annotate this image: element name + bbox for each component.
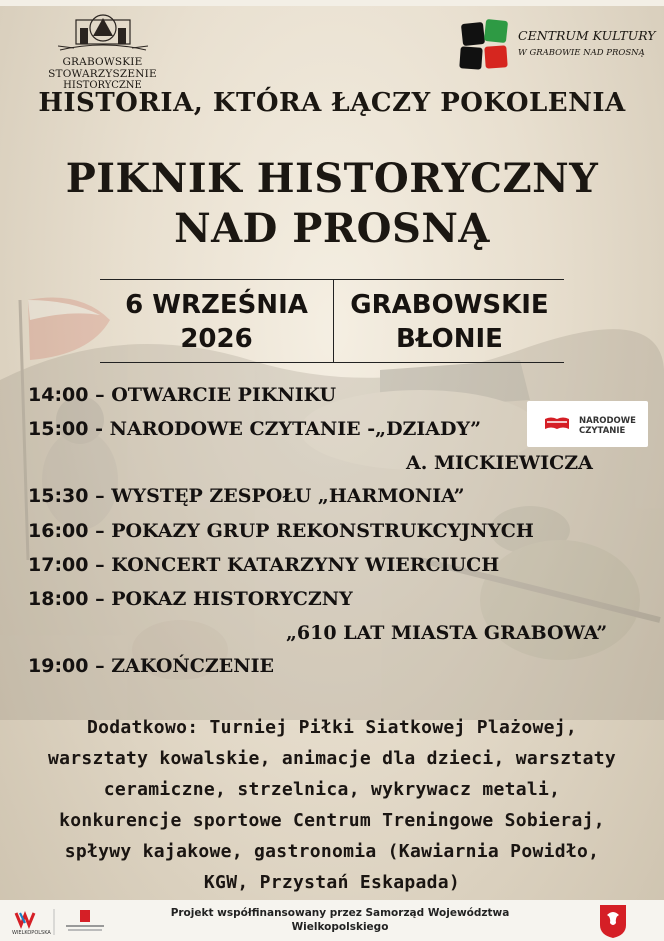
date-place-box — [100, 279, 564, 363]
date-line1: 6 WRZEŚNIA — [125, 290, 308, 320]
narodowe-czytanie-badge — [527, 401, 648, 447]
schedule-time: 16:00 — [28, 520, 89, 542]
schedule-text: – POKAZY GRUP REKONSTRUKCYJNYCH — [88, 520, 534, 542]
funding-note — [120, 906, 560, 934]
castle-emblem-icon — [58, 10, 148, 54]
schedule-item — [28, 485, 465, 507]
schedule-text: – POKAZ HISTORYCZNY — [88, 588, 353, 610]
schedule-item — [28, 554, 499, 576]
schedule-text: – OTWARCIE PIKNIKU — [88, 384, 337, 406]
schedule-item — [28, 520, 534, 542]
right-org-line2: W GRABOWIE NAD PROSNĄ — [518, 48, 645, 58]
funding-line1: Projekt współfinansowany przez Samorząd Województwa — [170, 907, 510, 919]
event-date — [100, 288, 333, 356]
schedule-time: 17:00 — [28, 554, 89, 576]
extra-line: ceramiczne, strzelnica, wykrywacz metali, — [103, 779, 561, 800]
place-line1: GRABOWSKIE — [350, 290, 549, 320]
top-edge — [0, 0, 664, 6]
event-place — [335, 288, 564, 356]
schedule-time: 19:00 — [28, 655, 89, 677]
date-line2: 2026 — [180, 324, 253, 354]
schedule-text: – KONCERT KATARZYNY WIERCIUCH — [88, 554, 500, 576]
badge-line2: CZYTANIE — [579, 426, 626, 436]
extra-line: spływy kajakowe, gastronomia (Kawiarnia Powidło, — [64, 841, 600, 862]
schedule-text: „610 LAT MIASTA GRABOWA” — [286, 622, 608, 644]
schedule-item — [28, 384, 336, 406]
event-title-line2: NAD PROSNĄ — [174, 205, 490, 252]
extra-line: konkurencje sportowe Centrum Treningowe Sobieraj, — [59, 810, 605, 831]
vertical-divider — [333, 280, 334, 362]
place-line2: BŁONIE — [396, 324, 503, 354]
schedule-time: 14:00 — [28, 384, 89, 406]
extra-line: KGW, Przystań Eskapada) — [203, 872, 461, 893]
wielkopolska-logos — [8, 905, 108, 937]
schedule-item — [28, 655, 274, 677]
schedule-text: A. MICKIEWICZA — [406, 452, 593, 474]
extra-line: Dodatkowo: Turniej Piłki Siatkowej Plażowej, — [86, 717, 578, 738]
right-org-line1: CENTRUM KULTURY — [518, 28, 656, 43]
wielkopolska-logo-text: WIELKOPOLSKA — [12, 930, 51, 936]
color-squares-icon — [458, 20, 510, 72]
funding-line2: Wielkopolskiego — [291, 921, 389, 933]
schedule-time: 15:00 — [28, 418, 89, 440]
additional-attractions — [0, 712, 664, 898]
schedule-item — [28, 588, 353, 610]
book-icon — [543, 416, 571, 432]
left-org-line1: GRABOWSKIE STOWARZYSZENIE — [48, 56, 157, 80]
schedule-time: 15:30 — [28, 485, 89, 507]
schedule-item-continuation — [286, 622, 607, 644]
schedule-text: – ZAKOŃCZENIE — [88, 655, 274, 677]
schedule-text: - NARODOWE CZYTANIE -„DZIADY” — [88, 418, 482, 440]
centrum-kultury-logo — [458, 20, 658, 74]
schedule-item-continuation — [406, 452, 593, 474]
schedule-time: 18:00 — [28, 588, 89, 610]
event-title-line1: PIKNIK HISTORYCZNY — [65, 155, 599, 202]
schedule-item — [28, 418, 481, 440]
tagline: HISTORIA, KTÓRA ŁĄCZY POKOLENIA — [38, 88, 626, 118]
footer-bar — [0, 900, 664, 941]
left-org-line2: HISTORYCZNE — [63, 80, 142, 91]
badge-line1: NARODOWE — [579, 416, 636, 426]
eagle-crest-icon — [598, 903, 628, 939]
extra-line: warsztaty kowalskie, animacje dla dzieci, warsztaty — [48, 748, 616, 769]
schedule-text: – WYSTĘP ZESPOŁU „HARMONIA” — [88, 485, 465, 507]
grabowskie-stowarzyszenie-logo — [10, 10, 195, 91]
badge-label — [579, 416, 636, 436]
